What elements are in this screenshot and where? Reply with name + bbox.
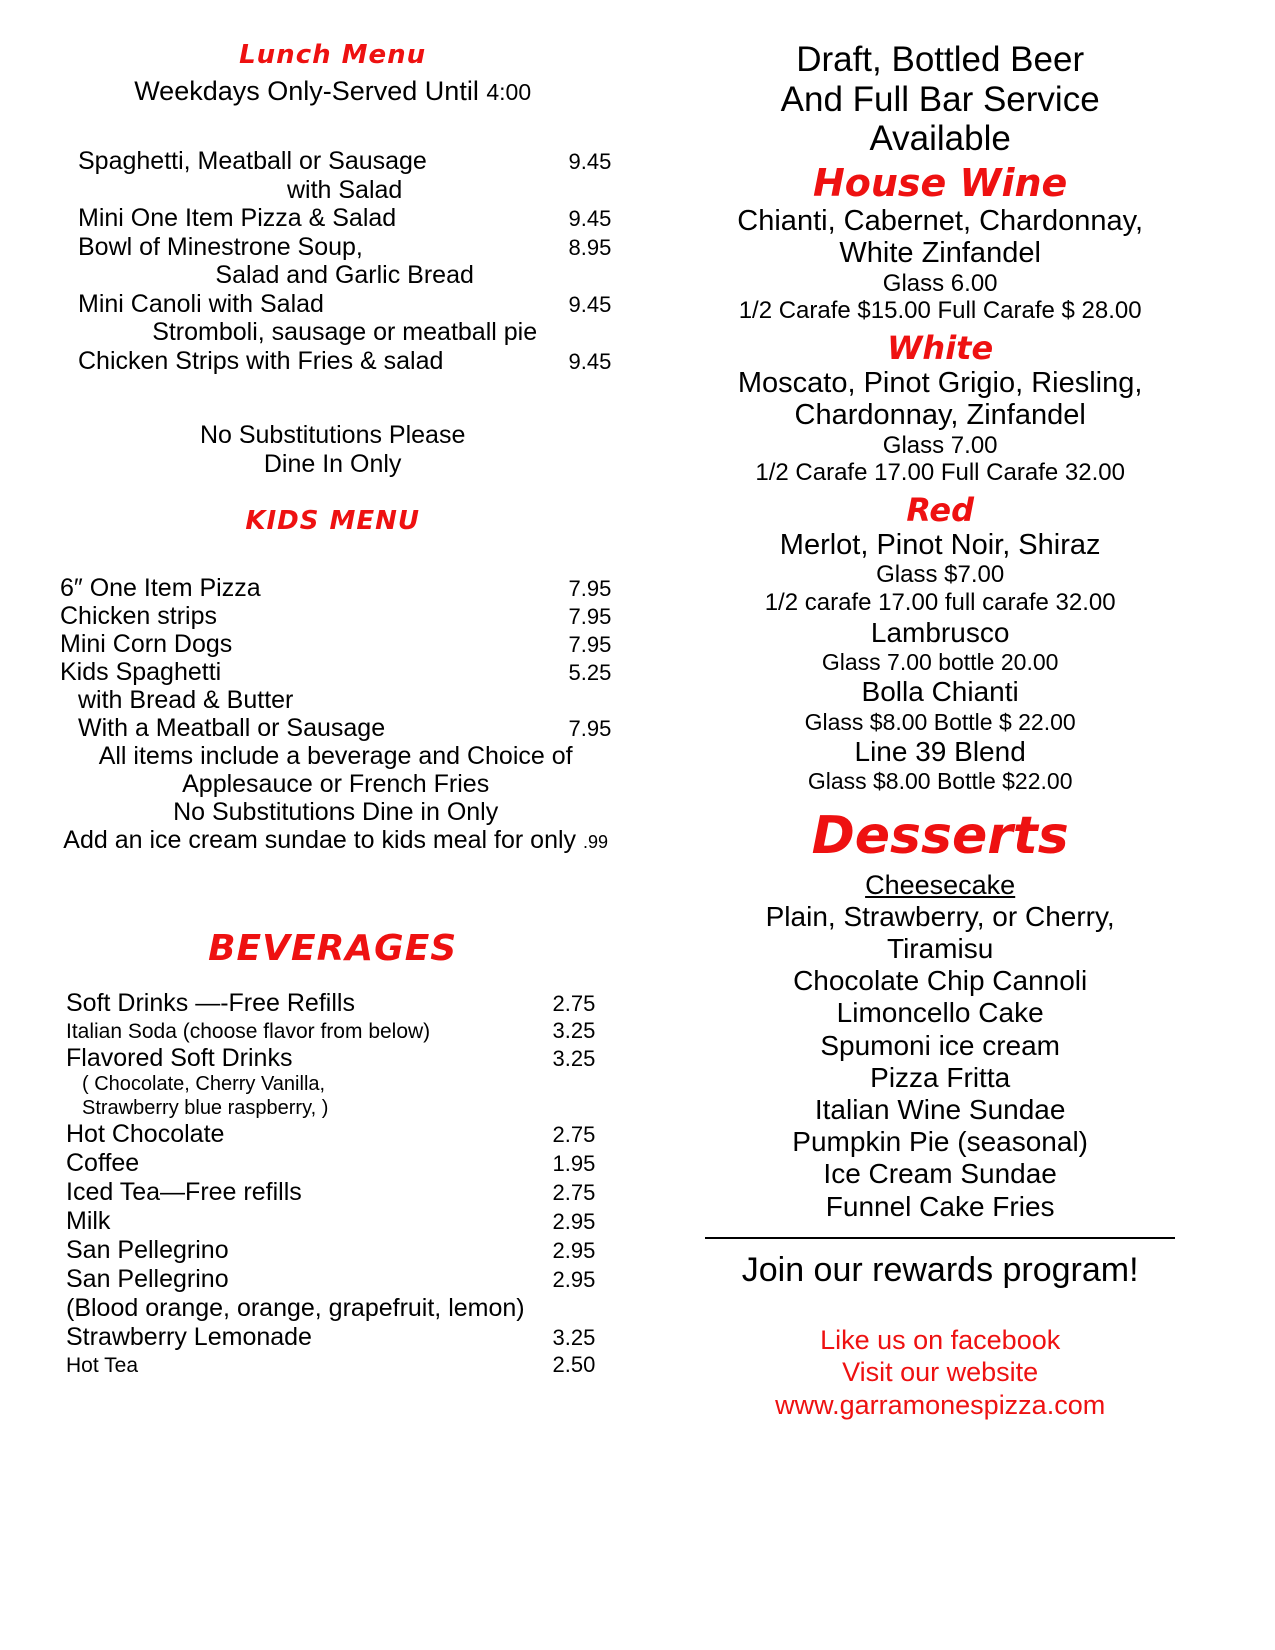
- house-wine-title: House Wine: [812, 160, 1068, 205]
- item-price: 7.95: [568, 604, 612, 629]
- beverages-list: [40, 989, 625, 1378]
- menu-row: [78, 233, 611, 262]
- red-wine-carafe-price: 1/2 carafe 17.00 full carafe 32.00: [764, 588, 1116, 616]
- wine-item-name: Lambrusco: [870, 616, 1010, 648]
- kids-menu-title: KIDS MENU: [245, 506, 420, 536]
- dine-in-only-note: Dine In Only: [263, 449, 402, 478]
- item-price: 2.95: [552, 1208, 596, 1234]
- menu-row: [66, 1207, 595, 1236]
- item-name: Strawberry Lemonade: [66, 1322, 312, 1351]
- item-price: 3.25: [552, 1046, 596, 1072]
- kids-sundae-price: .99: [583, 832, 609, 852]
- item-name: Hot Tea: [66, 1353, 138, 1377]
- lunch-menu-subtitle: [40, 76, 625, 107]
- kids-include-line2: Applesauce or French Fries: [182, 770, 490, 798]
- kids-bread-butter: with Bread & Butter: [78, 686, 294, 714]
- lunch-subtitle-time: 4:00: [486, 79, 532, 105]
- item-name: Italian Soda (choose flavor from below): [66, 1020, 431, 1043]
- item-name: Mini Canoli with Salad: [78, 289, 324, 318]
- item-price: 5.25: [568, 660, 612, 685]
- white-wine-carafe-price: 1/2 Carafe 17.00 Full Carafe 32.00: [755, 459, 1125, 487]
- item-price: 2.50: [552, 1351, 596, 1377]
- website-url[interactable]: www.garramonespizza.com: [775, 1389, 1106, 1420]
- item-price: 7.95: [568, 716, 612, 741]
- house-wine-varietals-line1: Chianti, Cabernet, Chardonnay,: [737, 204, 1143, 237]
- lunch-notes: [40, 421, 625, 478]
- dessert-item: Italian Wine Sundae: [814, 1094, 1066, 1126]
- cheesecake-heading: Cheesecake: [865, 869, 1016, 900]
- dessert-item: Chocolate Chip Cannoli: [793, 965, 1088, 997]
- item-price: 2.75: [552, 991, 596, 1016]
- red-wine-title: Red: [906, 490, 974, 529]
- kids-items-list: [40, 574, 625, 854]
- item-price: 9.45: [568, 291, 612, 317]
- beer-header-line2: And Full Bar Service: [780, 79, 1100, 119]
- house-wine-varietals-line2: White Zinfandel: [839, 237, 1041, 270]
- menu-row: [60, 630, 611, 658]
- dessert-item: Pumpkin Pie (seasonal): [792, 1126, 1088, 1158]
- item-name: Mini One Item Pizza & Salad: [78, 204, 397, 232]
- item-price: 9.45: [568, 206, 612, 231]
- kids-include-line1: All items include a beverage and Choice of: [98, 742, 573, 770]
- item-name: Soft Drinks —-Free Refills: [66, 989, 355, 1017]
- white-wine-varietals-line2: Chardonnay, Zinfandel: [794, 399, 1086, 432]
- menu-row: [60, 602, 611, 630]
- white-wine-varietals-line1: Moscato, Pinot Grigio, Riesling,: [737, 366, 1143, 399]
- item-name: With a Meatball or Sausage: [78, 714, 386, 742]
- dessert-item: Limoncello Cake: [836, 997, 1044, 1029]
- menu-row: [66, 1018, 595, 1044]
- beer-header: [635, 40, 1245, 159]
- item-name: Flavored Soft Drinks: [66, 1044, 293, 1073]
- dessert-item: Plain, Strawberry, or Cherry,: [765, 900, 1115, 932]
- item-price: 3.25: [552, 1324, 596, 1350]
- beverages-title: BEVERAGES: [208, 928, 458, 969]
- kids-sundae-text: Add an ice cream sundae to kids meal for only: [63, 826, 577, 854]
- rewards-program-text: Join our rewards program!: [741, 1250, 1139, 1289]
- menu-row: [78, 204, 611, 233]
- menu-row: [66, 1120, 595, 1149]
- website-text: Visit our website: [842, 1357, 1039, 1388]
- lunch-menu-title: Lunch Menu: [239, 40, 427, 70]
- footer: [635, 1324, 1245, 1421]
- lunch-sub-stromboli: Stromboli, sausage or meatball pie: [152, 318, 538, 346]
- pellegrino-flavors: (Blood orange, orange, grapefruit, lemon): [66, 1293, 525, 1322]
- item-price: 9.45: [568, 149, 612, 174]
- item-price: 9.45: [568, 348, 612, 374]
- item-name: Kids Spaghetti: [60, 658, 222, 686]
- white-wine-title: White: [887, 328, 994, 367]
- wine-item-name: Bolla Chianti: [861, 676, 1019, 708]
- red-wine-glass-price: Glass $7.00: [876, 561, 1005, 589]
- item-price: 2.95: [552, 1266, 596, 1292]
- section-divider: [705, 1237, 1175, 1239]
- item-name: San Pellegrino: [66, 1264, 229, 1293]
- item-price: 3.25: [552, 1018, 596, 1043]
- dessert-item: Pizza Fritta: [870, 1061, 1011, 1093]
- desserts-list: [635, 901, 1245, 1223]
- menu-row: [60, 658, 611, 686]
- wine-item-name: Line 39 Blend: [854, 736, 1026, 768]
- menu-row: [66, 1149, 595, 1178]
- item-name: Milk: [66, 1206, 111, 1235]
- item-name: Bowl of Minestrone Soup,: [78, 232, 363, 261]
- item-price: 2.95: [552, 1237, 596, 1263]
- menu-row: [60, 574, 611, 602]
- house-wine-glass-price: Glass 6.00: [882, 269, 998, 297]
- item-name: Spaghetti, Meatball or Sausage: [78, 147, 427, 175]
- item-name: San Pellegrino: [66, 1235, 229, 1264]
- item-price: 2.75: [552, 1121, 596, 1147]
- lunch-items-list: [40, 147, 625, 375]
- desserts-title: Desserts: [811, 805, 1069, 866]
- lunch-sub-salad-garlic: Salad and Garlic Bread: [215, 261, 474, 289]
- item-price: 2.75: [552, 1179, 596, 1205]
- item-price: 8.95: [568, 234, 612, 260]
- menu-row: [78, 147, 611, 176]
- beer-header-line3: Available: [869, 119, 1011, 159]
- dessert-item: Ice Cream Sundae: [823, 1158, 1057, 1190]
- menu-row: [66, 1044, 595, 1073]
- right-column: [625, 40, 1245, 1640]
- item-name: 6″ One Item Pizza: [60, 574, 261, 602]
- menu-row: [66, 1178, 595, 1207]
- no-substitutions-note: No Substitutions Please: [199, 421, 466, 449]
- item-name: Hot Chocolate: [66, 1119, 225, 1148]
- soft-drink-flavors-line2: Strawberry blue raspberry, ): [82, 1096, 329, 1119]
- menu-row: [66, 1352, 595, 1378]
- lunch-subtitle-text: Weekdays Only-Served Until: [134, 76, 479, 106]
- item-price: 1.95: [552, 1150, 596, 1176]
- item-price: 7.95: [568, 576, 612, 601]
- item-name: Iced Tea—Free refills: [66, 1177, 302, 1206]
- menu-row: [78, 290, 611, 319]
- item-name: Chicken Strips with Fries & salad: [78, 346, 444, 375]
- kids-sundae-addon: [60, 826, 611, 854]
- menu-row: [66, 1265, 595, 1294]
- wine-item-price: Glass $8.00 Bottle $ 22.00: [804, 708, 1076, 735]
- dessert-item: Tiramisu: [887, 933, 994, 965]
- soft-drink-flavors-line1: ( Chocolate, Cherry Vanilla,: [82, 1073, 326, 1096]
- red-wine-varietals: Merlot, Pinot Noir, Shiraz: [779, 528, 1101, 561]
- item-name: Coffee: [66, 1148, 140, 1177]
- kids-include-line3: No Substitutions Dine in Only: [173, 798, 499, 826]
- menu-row: [66, 1236, 595, 1265]
- item-name: Mini Corn Dogs: [60, 630, 233, 658]
- menu-row: [66, 1323, 595, 1352]
- item-name: Chicken strips: [60, 602, 217, 630]
- menu-row: [78, 347, 611, 376]
- left-column: [30, 40, 625, 1640]
- facebook-text: Like us on facebook: [820, 1324, 1061, 1355]
- lunch-sub-with-salad: with Salad: [286, 175, 403, 204]
- dessert-item: Spumoni ice cream: [820, 1029, 1060, 1061]
- item-price: 7.95: [568, 632, 612, 657]
- wine-item-price: Glass 7.00 bottle 20.00: [821, 648, 1059, 675]
- menu-row: [66, 989, 595, 1018]
- menu-row: [60, 714, 611, 742]
- wine-item-price: Glass $8.00 Bottle $22.00: [807, 768, 1073, 795]
- dessert-item: Funnel Cake Fries: [825, 1190, 1055, 1222]
- white-wine-glass-price: Glass 7.00: [882, 431, 998, 459]
- beer-header-line1: Draft, Bottled Beer: [796, 40, 1085, 79]
- house-wine-carafe-price: 1/2 Carafe $15.00 Full Carafe $ 28.00: [738, 297, 1142, 325]
